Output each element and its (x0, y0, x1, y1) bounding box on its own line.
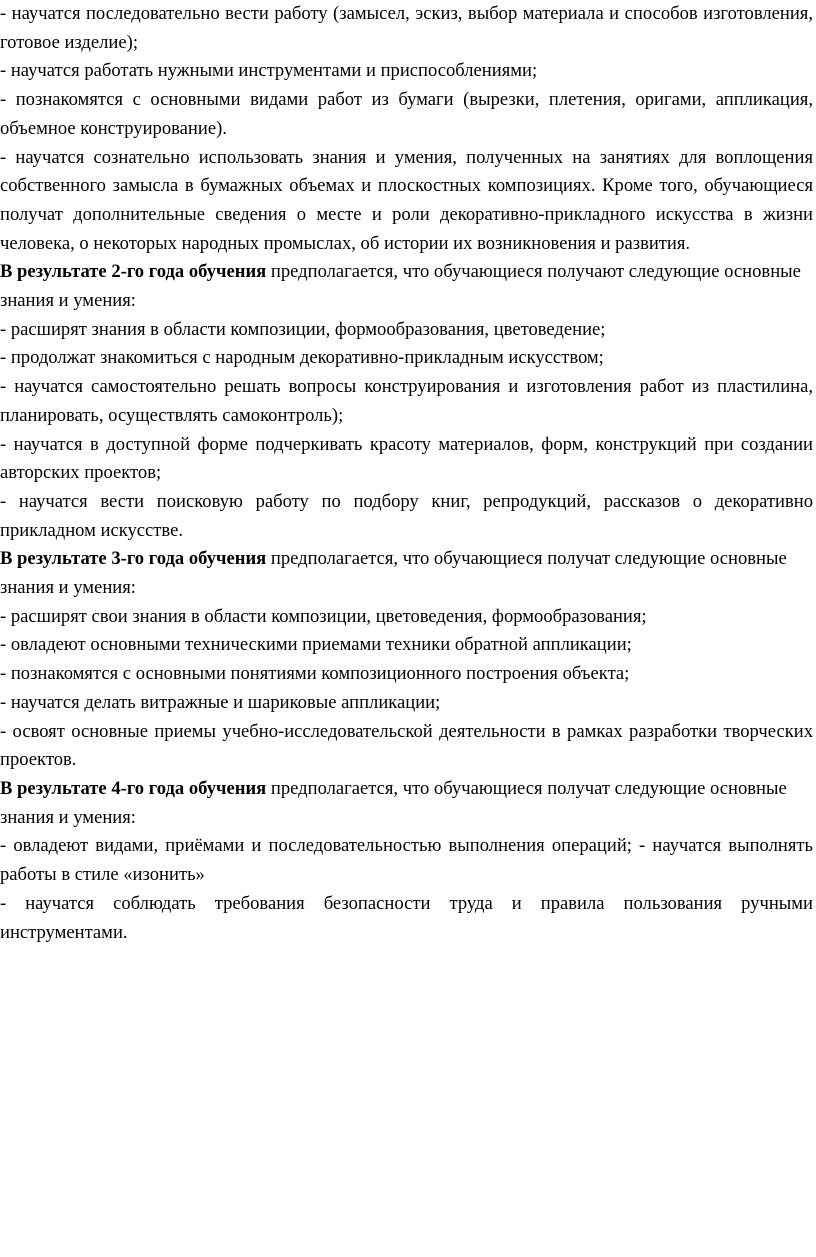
section-heading-text: предполагается, что обучающиеся получат следующие основные знания и умения: (0, 777, 787, 828)
list-item: - овладеют видами, приёмами и последовательностью выполнения операций; - научатся выполнять работы в стиле «изонить» (0, 835, 813, 886)
list-item: - познакомятся с основными понятиями композиционного построения объекта; (0, 663, 630, 685)
section-heading-bold: В результате 4-го года обучения (0, 777, 267, 799)
section-heading-year-2 (0, 258, 813, 315)
list-item: - научатся сознательно использовать знания и умения, полученных на занятиях для воплощения собственного замысла в бумажных объемах и плоскостных композициях. Кроме того, обучающиеся получат дополнительные сведения о месте и роли декоративно-прикладного искусства в жизни человека, о некоторых народных промыслах, об истории их возникновения и развития. (0, 146, 813, 254)
list-item: - научатся в доступной форме подчеркивать красоту материалов, форм, конструкций при создании авторских проектов; (0, 433, 813, 484)
list-item: - научатся последовательно вести работу (замысел, эскиз, выбор материала и способов изготовления, готовое изделие); (0, 3, 813, 53)
list-item: - научатся соблюдать требования безопасности труда и правила пользования ручными инструментами. (0, 892, 813, 943)
list-item: - научатся делать витражные и шариковые аппликации; (0, 691, 441, 713)
list-item: - научатся самостоятельно решать вопросы конструирования и изготовления работ из пластилина, планировать, осуществлять самоконтроль); (0, 376, 813, 426)
section-heading-text: предполагается, что обучающиеся получат следующие основные знания и умения: (0, 548, 787, 599)
list-item: - научатся работать нужными инструментами и приспособлениями; (0, 60, 538, 82)
list-item: - продолжат знакомиться с народным декоративно-прикладным искусством; (0, 347, 604, 369)
list-item: - научатся вести поисковую работу по подбору книг, репродукций, рассказов о декоративно прикладном искусстве. (0, 490, 813, 541)
list-item: - познакомятся с основными видами работ из бумаги (вырезки, плетения, оригами, аппликация, объемное конструирование). (0, 89, 813, 139)
list-item: - освоят основные приемы учебно-исследовательской деятельности в рамках разработки творческих проектов. (0, 720, 813, 771)
section-heading-year-4 (0, 775, 813, 832)
section-heading-year-3 (0, 545, 813, 602)
list-item: - расширят знания в области композиции, формообразования, цветоведение; (0, 318, 606, 340)
list-item: - расширят свои знания в области композиции, цветоведения, формообразования; (0, 605, 647, 627)
section-heading-bold: В результате 2-го года обучения (0, 261, 267, 283)
section-heading-text: предполагается, что обучающиеся получают следующие основные знания и умения: (0, 261, 801, 312)
section-heading-bold: В результате 3-го года обучения (0, 548, 267, 570)
list-item: - овладеют основными техническими приемами техники обратной аппликации; (0, 634, 632, 656)
